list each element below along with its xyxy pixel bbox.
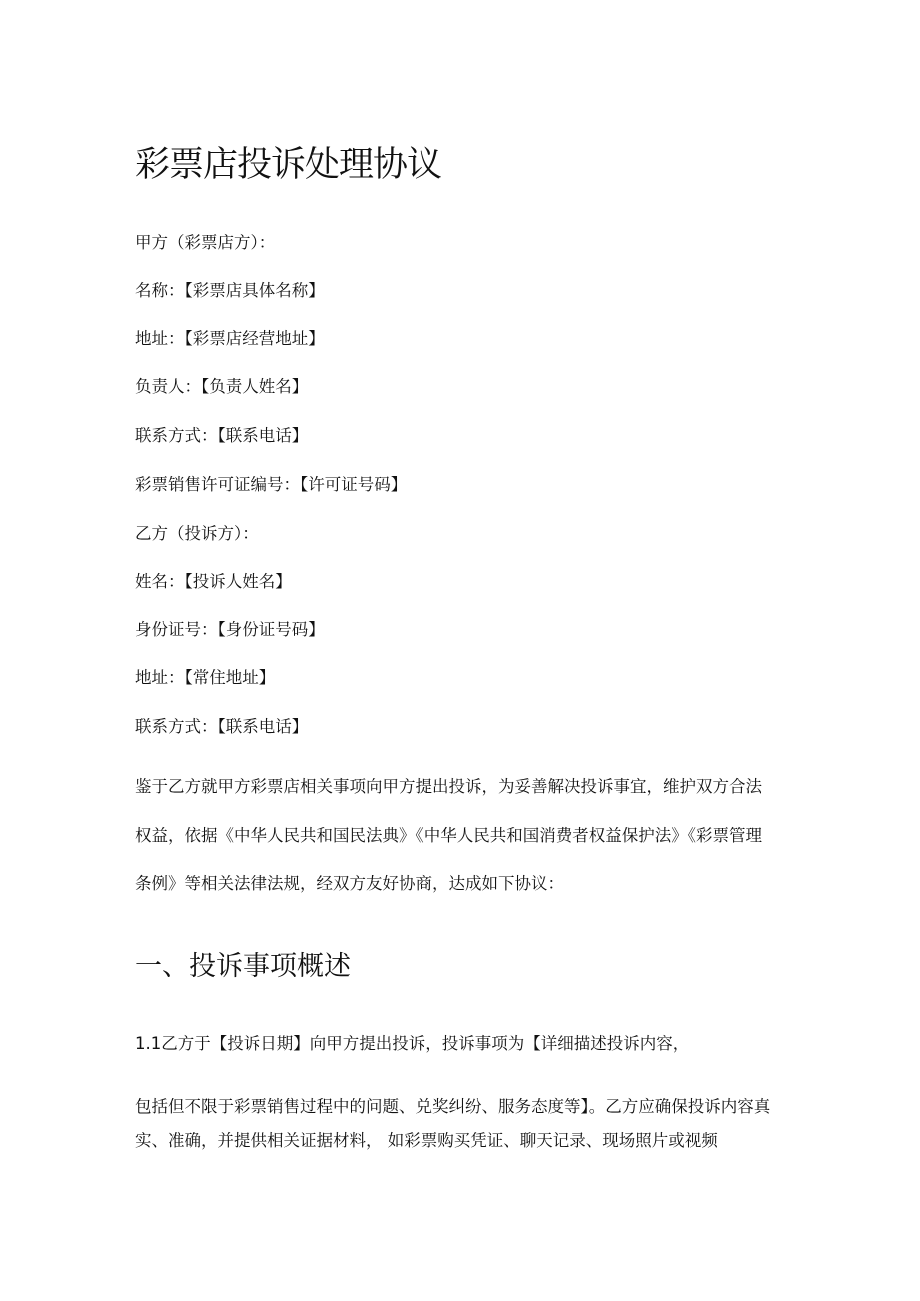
preamble-paragraph: 鉴于乙方就甲方彩票店相关事项向甲方提出投诉，为妥善解决投诉事宜，维护双方合法权益，依据《中华人民共和国民法典》《中华人民共和国消费者权益保护法》《彩票管理条例》等相关法律法规，经双方友好协商，达成如下协议： (135, 777, 762, 893)
document-title: 彩票店投诉处理协议 (135, 145, 442, 185)
party-b-address: 地址：【常住地址】 (135, 668, 276, 687)
party-b-heading: 乙方（投诉方）： (135, 524, 259, 543)
party-a-heading: 甲方（彩票店方）： (135, 233, 276, 252)
party-a-contact: 联系方式：【联系电话】 (135, 426, 309, 445)
clause-1-1-continuation: 包括但不限于彩票销售过程中的问题、兑奖纠纷、服务态度等】。乙方应确保投诉内容真实、准确，并提供相关证据材料， 如彩票购买凭证、聊天记录、现场照片或视频 (135, 1097, 771, 1150)
party-a-address: 地址：【彩票店经营地址】 (135, 329, 325, 348)
clause-1-1-first-line: 1.1乙方于【投诉日期】向甲方提出投诉，投诉事项为【详细描述投诉内容， (135, 1034, 690, 1053)
section-1-heading: 一、投诉事项概述 (135, 951, 351, 982)
party-b-contact: 联系方式：【联系电话】 (135, 717, 309, 736)
party-a-license: 彩票销售许可证编号：【许可证号码】 (135, 475, 408, 494)
party-a-manager: 负责人：【负责人姓名】 (135, 377, 309, 396)
party-b-name: 姓名：【投诉人姓名】 (135, 572, 292, 591)
party-a-name: 名称：【彩票店具体名称】 (135, 281, 325, 300)
party-b-id-number: 身份证号：【身份证号码】 (135, 620, 325, 639)
